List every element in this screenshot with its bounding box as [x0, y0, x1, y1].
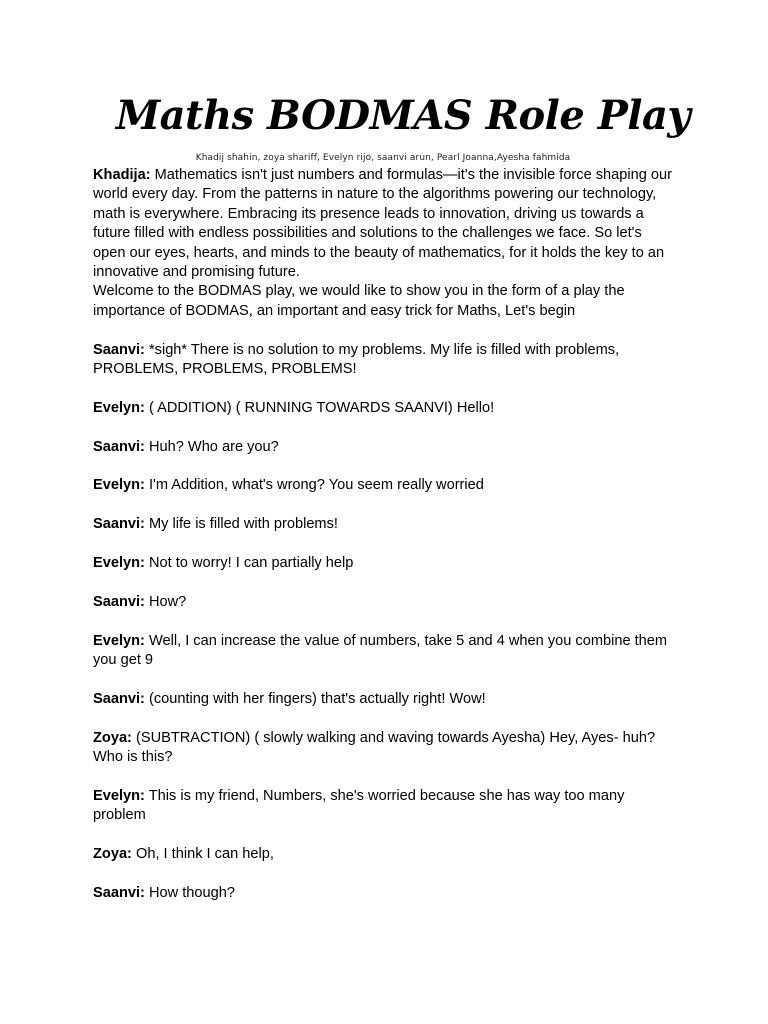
spacer — [93, 767, 673, 786]
line-text: Mathematics isn't just numbers and formulas—it's the invisible force shaping our world every day. From the patterns in nature to the algorithms powering our technology, math is everywhere. Embracing its presence leads to innovation, driving us towards a future filled with endless possibilities and solutions to the challenges we face. So let's open our eyes, hearts, and minds to the beauty of mathematics, for it holds the key to an innovative and promising future. — [93, 167, 673, 281]
dialogue-line — [93, 515, 673, 534]
speaker-name: Saanvi: — [93, 884, 145, 901]
dialogue-line — [93, 399, 673, 418]
dialogue-line — [93, 476, 673, 495]
play-script — [93, 166, 673, 903]
dialogue-line — [93, 787, 673, 826]
line-text: *sigh* There is no solution to my problems. My life is filled with problems, PROBLEMS, PROBLEMS, PROBLEMS! — [93, 341, 620, 378]
speaker-name: Evelyn: — [93, 555, 145, 572]
line-text: (counting with her fingers) that's actually right! Wow! — [144, 690, 486, 707]
welcome-paragraph: Welcome to the BODMAS play, we would like to show you in the form of a play the importance of BODMAS, an important and easy trick for Maths, Let's begin — [93, 283, 625, 319]
line-text: How? — [144, 593, 187, 610]
spacer — [93, 612, 673, 631]
line-text: Oh, I think I can help, — [131, 846, 274, 863]
speaker-name: Saanvi: — [93, 341, 145, 358]
intro-paragraph — [93, 166, 673, 282]
spacer — [93, 321, 673, 340]
dialogue-line — [93, 438, 673, 457]
line-text: This is my friend, Numbers, she's worried because she has way too many problem — [93, 787, 625, 824]
dialogue-line — [93, 690, 673, 709]
spacer — [93, 457, 673, 476]
line-text: Not to worry! I can partially help — [144, 555, 354, 572]
line-text: My life is filled with problems! — [144, 516, 338, 533]
speaker-name: Evelyn: — [93, 477, 145, 494]
document-title: Maths BODMAS Role Play — [115, 92, 691, 139]
line-text: Huh? Who are you? — [144, 438, 279, 455]
line-text: (SUBTRACTION) ( slowly walking and waving towards Ayesha) Hey, Ayes- huh? Who is this? — [93, 729, 656, 766]
line-text: ( ADDITION) ( RUNNING TOWARDS SAANVI) Hello! — [144, 399, 495, 416]
speaker-name: Zoya: — [93, 729, 132, 746]
dialogue-line — [93, 554, 673, 573]
spacer — [93, 496, 673, 515]
line-text: How though? — [144, 884, 235, 901]
dialogue-line — [93, 845, 673, 864]
spacer — [93, 535, 673, 554]
speaker-name: Saanvi: — [93, 516, 145, 533]
spacer — [93, 573, 673, 592]
dialogue-line — [93, 632, 673, 671]
spacer — [93, 670, 673, 689]
speaker-name: Evelyn: — [93, 399, 145, 416]
dialogue-line — [93, 593, 673, 612]
speaker-name: Evelyn: — [93, 787, 145, 804]
dialogue-line — [93, 884, 673, 903]
line-text: I'm Addition, what's wrong? You seem really worried — [144, 477, 484, 494]
speaker-name: Saanvi: — [93, 593, 145, 610]
dialogue-line — [93, 729, 673, 768]
spacer — [93, 864, 673, 883]
speaker-name: Evelyn: — [93, 632, 145, 649]
spacer — [93, 379, 673, 398]
speaker-name: Saanvi: — [93, 690, 145, 707]
spacer — [93, 826, 673, 845]
line-text: Well, I can increase the value of numbers, take 5 and 4 when you combine them you get 9 — [93, 632, 668, 669]
spacer — [93, 709, 673, 728]
spacer — [93, 418, 673, 437]
author-list: Khadij shahin, zoya shariff, Evelyn rijo, saanvi arun, Pearl Joanna,Ayesha fahmida — [195, 153, 571, 163]
speaker-name: Khadija: — [93, 167, 151, 183]
speaker-name: Zoya: — [93, 846, 132, 863]
dialogue-line — [93, 341, 673, 380]
speaker-name: Saanvi: — [93, 438, 145, 455]
